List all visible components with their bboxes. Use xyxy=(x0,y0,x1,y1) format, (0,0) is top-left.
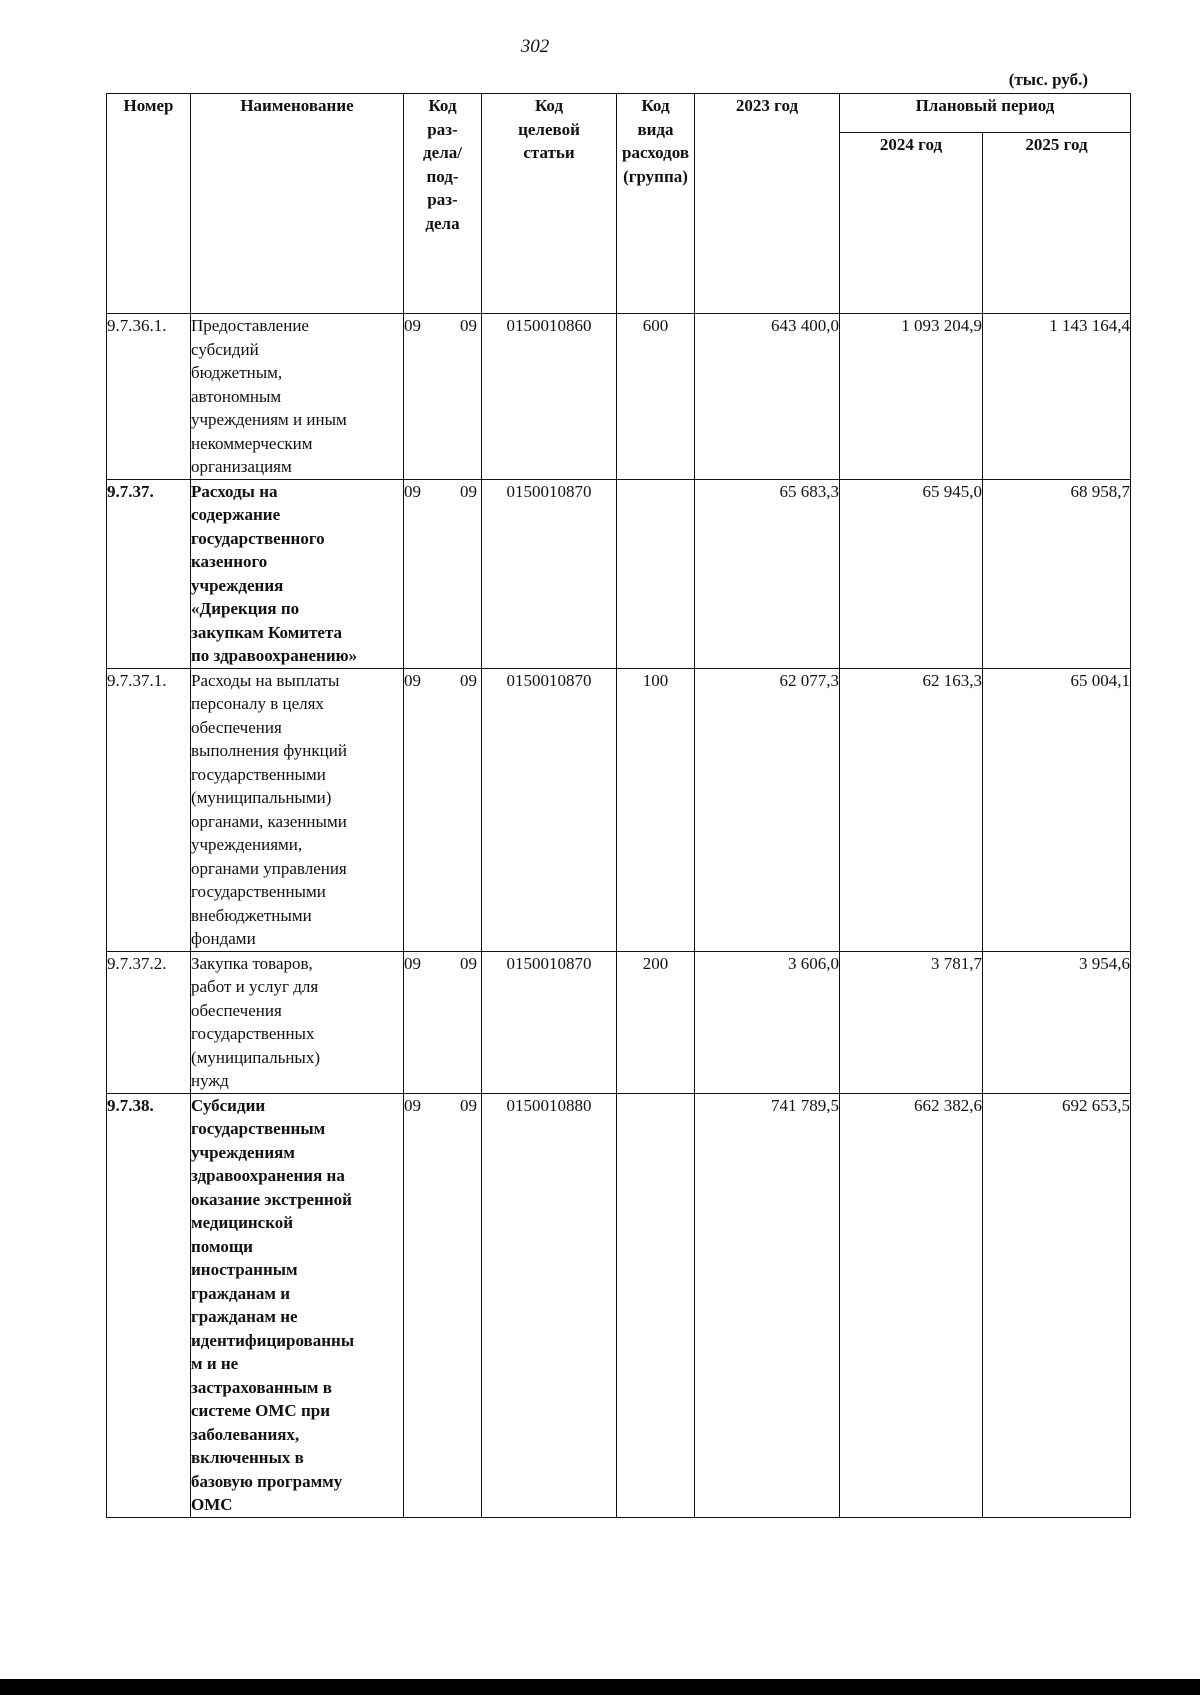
header-target-line: целевой xyxy=(518,119,580,139)
row-name-line: помощи xyxy=(191,1236,253,1256)
page-number: 302 xyxy=(520,36,550,57)
row-section-code xyxy=(404,479,482,668)
row-name-line: по здравоохранению» xyxy=(191,646,358,665)
section-subsection-pair xyxy=(404,1094,481,1118)
header-target-line: статьи xyxy=(523,143,575,162)
row-name-line: заболеваниях, xyxy=(191,1424,300,1444)
row-name-line: иностранным xyxy=(191,1260,298,1279)
row-name-line: Субсидии xyxy=(191,1095,266,1115)
row-name-line: м и не xyxy=(191,1354,239,1373)
table-body xyxy=(107,314,1131,1518)
units-label: (тыс. руб.) xyxy=(1008,70,1088,89)
table-row xyxy=(107,1093,1131,1517)
header-kind-line: (группа) xyxy=(623,166,688,186)
header-expense-kind xyxy=(617,94,695,314)
row-name-line: обеспечения xyxy=(191,717,282,737)
row-name-line: Расходы на выплаты xyxy=(191,670,340,690)
row-section-code xyxy=(404,314,482,480)
row-name-line: Закупка товаров, xyxy=(191,953,313,973)
row-amount-2024: 65 945,0 xyxy=(840,479,983,668)
header-number: Номер xyxy=(107,94,191,314)
row-number: 9.7.37.1. xyxy=(107,668,191,951)
section-subsection-pair xyxy=(404,952,481,976)
row-number: 9.7.36.1. xyxy=(107,314,191,480)
header-year-2023: 2023 год xyxy=(695,94,840,314)
row-amount-2024: 3 781,7 xyxy=(840,951,983,1093)
header-year-2025: 2025 год xyxy=(983,133,1131,314)
row-name xyxy=(191,1093,404,1517)
header-plan-period: Плановый период xyxy=(840,94,1131,133)
row-name-line: учреждениями, xyxy=(191,835,303,854)
row-name-line: (муниципальными) xyxy=(191,788,332,807)
header-target-line: Код xyxy=(534,96,564,115)
row-amount-2025: 3 954,6 xyxy=(983,951,1131,1093)
section-code: 09 xyxy=(404,670,421,690)
row-name-line: включенных в xyxy=(191,1448,304,1467)
row-amount-2025: 1 143 164,4 xyxy=(983,314,1131,480)
section-code: 09 xyxy=(404,481,421,501)
row-name xyxy=(191,951,404,1093)
row-amount-2023: 3 606,0 xyxy=(695,951,840,1093)
row-name-line: государственного xyxy=(191,528,325,548)
row-name-line: гражданам и xyxy=(191,1283,291,1303)
header-year-2024: 2024 год xyxy=(840,133,983,314)
row-name xyxy=(191,479,404,668)
row-name-line: учреждениям xyxy=(191,1142,295,1162)
row-target-code: 0150010860 xyxy=(482,314,617,480)
row-number: 9.7.37. xyxy=(107,479,191,668)
row-name-line: оказание экстренной xyxy=(191,1189,352,1209)
row-name-line: (муниципальных) xyxy=(191,1047,321,1067)
section-subsection-pair xyxy=(404,314,481,338)
row-section-code xyxy=(404,1093,482,1517)
row-amount-2023: 62 077,3 xyxy=(695,668,840,951)
header-section-code xyxy=(404,94,482,314)
section-subsection-pair xyxy=(404,480,481,504)
row-number: 9.7.37.2. xyxy=(107,951,191,1093)
section-code: 09 xyxy=(404,953,421,973)
row-name-line: закупкам Комитета xyxy=(191,622,343,642)
row-section-code xyxy=(404,668,482,951)
row-name-line: работ и услуг для xyxy=(191,977,319,996)
row-expense-kind: 100 xyxy=(617,668,695,951)
header-section-line: Код xyxy=(428,96,457,115)
header-kind-line: Код xyxy=(641,96,670,115)
row-amount-2025: 692 653,5 xyxy=(983,1093,1131,1517)
row-expense-kind: 600 xyxy=(617,314,695,480)
row-name-line: Предоставление xyxy=(191,316,309,335)
row-name-line: органами управления xyxy=(191,858,347,878)
header-kind-line: расходов xyxy=(622,143,689,162)
row-target-code: 0150010870 xyxy=(482,951,617,1093)
row-name-line: государственным xyxy=(191,1119,326,1138)
row-number: 9.7.38. xyxy=(107,1093,191,1517)
header-name: Наименование xyxy=(191,94,404,314)
section-subsection-pair xyxy=(404,669,481,693)
row-name-line: государственных xyxy=(191,1024,315,1043)
row-name xyxy=(191,314,404,480)
row-name-line: содержание xyxy=(191,505,281,524)
row-amount-2024: 62 163,3 xyxy=(840,668,983,951)
table-header xyxy=(107,94,1131,314)
row-name-line: здравоохранения на xyxy=(191,1166,345,1185)
row-name-line: организациям xyxy=(191,457,292,476)
row-name-line: субсидий xyxy=(191,339,259,359)
row-expense-kind xyxy=(617,479,695,668)
header-target-code xyxy=(482,94,617,314)
scan-border xyxy=(0,1679,1200,1695)
row-expense-kind xyxy=(617,1093,695,1517)
row-target-code: 0150010880 xyxy=(482,1093,617,1517)
table-row xyxy=(107,951,1131,1093)
header-section-line: раз- xyxy=(427,119,458,139)
row-name-line: персоналу в целях xyxy=(191,694,324,713)
row-name-line: бюджетным, xyxy=(191,363,283,382)
subsection-code: 09 xyxy=(460,1095,477,1115)
table-row xyxy=(107,479,1131,668)
row-name-line: выполнения функций xyxy=(191,741,347,760)
header-section-line: под- xyxy=(426,166,459,186)
budget-table xyxy=(106,93,1131,1518)
section-code: 09 xyxy=(404,1095,421,1115)
row-name-line: гражданам не xyxy=(191,1307,298,1326)
row-target-code: 0150010870 xyxy=(482,479,617,668)
row-name-line: «Дирекция по xyxy=(191,599,300,618)
row-target-code: 0150010870 xyxy=(482,668,617,951)
row-name xyxy=(191,668,404,951)
row-name-line: учреждениям и иным xyxy=(191,410,347,429)
row-name-line: идентифицированны xyxy=(191,1330,355,1350)
row-name-line: обеспечения xyxy=(191,1000,282,1020)
table-row xyxy=(107,668,1131,951)
header-section-line: раз- xyxy=(427,190,458,209)
row-name-line: учреждения xyxy=(191,575,284,595)
row-amount-2024: 1 093 204,9 xyxy=(840,314,983,480)
row-name-line: автономным xyxy=(191,386,282,406)
row-section-code xyxy=(404,951,482,1093)
row-amount-2025: 68 958,7 xyxy=(983,479,1131,668)
row-name-line: системе ОМС при xyxy=(191,1401,330,1420)
subsection-code: 09 xyxy=(460,670,477,690)
row-expense-kind: 200 xyxy=(617,951,695,1093)
row-amount-2025: 65 004,1 xyxy=(983,668,1131,951)
row-name-line: Расходы на xyxy=(191,481,278,501)
row-amount-2023: 643 400,0 xyxy=(695,314,840,480)
header-kind-line: вида xyxy=(637,119,674,139)
subsection-code: 09 xyxy=(460,316,477,335)
row-name-line: фондами xyxy=(191,929,256,948)
row-amount-2024: 662 382,6 xyxy=(840,1093,983,1517)
row-name-line: базовую программу xyxy=(191,1471,343,1491)
row-name-line: нужд xyxy=(191,1071,229,1090)
row-amount-2023: 741 789,5 xyxy=(695,1093,840,1517)
row-name-line: органами, казенными xyxy=(191,811,347,831)
row-name-line: некоммерческим xyxy=(191,433,313,453)
table-row xyxy=(107,314,1131,480)
header-section-line: дела xyxy=(425,213,460,233)
row-name-line: казенного xyxy=(191,552,268,571)
row-name-line: государственными xyxy=(191,764,326,784)
row-amount-2023: 65 683,3 xyxy=(695,479,840,668)
subsection-code: 09 xyxy=(460,953,477,973)
subsection-code: 09 xyxy=(460,481,477,501)
row-name-line: внебюджетными xyxy=(191,905,312,925)
row-name-line: ОМС xyxy=(191,1495,233,1514)
section-code: 09 xyxy=(404,316,421,335)
header-section-line: дела/ xyxy=(423,143,462,162)
row-name-line: медицинской xyxy=(191,1213,294,1232)
row-name-line: государственными xyxy=(191,882,326,901)
row-name-line: застрахованным в xyxy=(191,1377,332,1397)
